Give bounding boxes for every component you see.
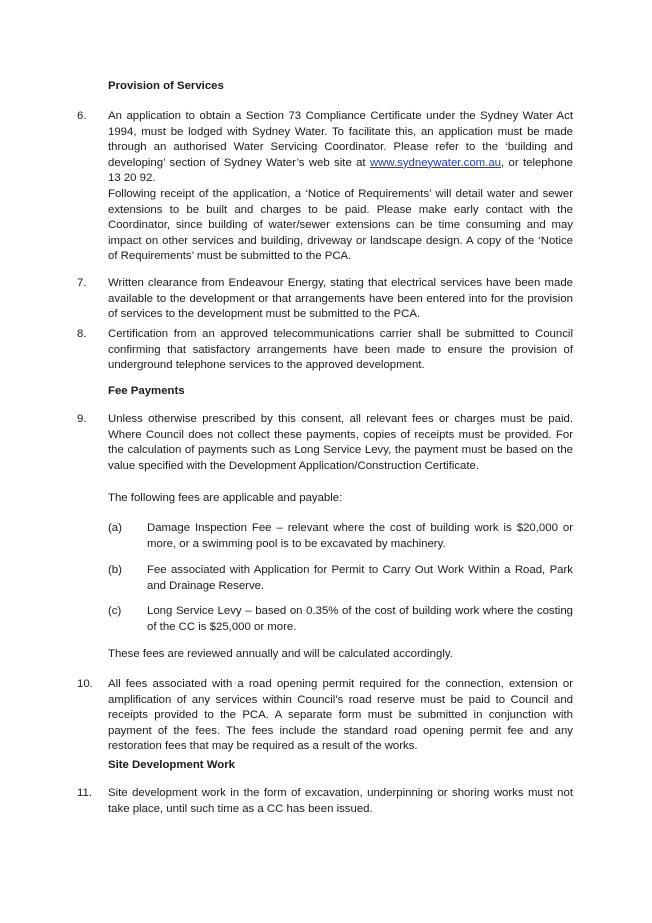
sub-item-label-a: (a) <box>108 522 122 534</box>
fees-closing: These fees are reviewed annually and will be calculated accordingly. <box>108 648 453 660</box>
sydney-water-link[interactable]: www.sydneywater.com.au <box>369 156 501 169</box>
item-6-text-after-link: , or telephone 13 20 92. <box>108 156 573 185</box>
item-number-6: 6. <box>77 110 87 122</box>
sub-item-label-b: (b) <box>108 564 122 576</box>
sub-item-b: Fee associated with Application for Permit to Carry Out Work Within a Road, Park and Drainage Reserve. <box>147 564 573 592</box>
item-6-text-before-link: An application to obtain a Section 73 Compliance Certificate under the Sydney Water Act 1994, must be lodged with Sydney Water. To facilitate this, an application must be made through an authorised Water Servicing Coordinator. Please refer to the ‘building and developing’ section of Sydney Water’s web site at <box>108 110 573 169</box>
heading-site-development-work: Site Development Work <box>108 759 236 771</box>
heading-provision-of-services: Provision of Services <box>108 80 224 92</box>
item-number-9: 9. <box>77 413 87 425</box>
item-10-paragraph: All fees associated with a road opening permit required for the connection, extension or amplification of any services within Council’s road reserve must be paid to Council and receipts provided to the PCA. A separate form must be submitted in conjunction with payment of the fees. The fees include the standard road opening permit fee and any restoration fees that may be required as a result of the works. <box>108 678 573 753</box>
item-number-7: 7. <box>77 277 87 289</box>
sub-item-a: Damage Inspection Fee – relevant where the cost of building work is $20,000 or more, or a swimming pool is to be excavated by machinery. <box>147 522 573 550</box>
sub-item-c: Long Service Levy – based on 0.35% of the cost of building work where the costing of the CC is $25,000 or more. <box>147 605 573 633</box>
item-9-paragraph: Unless otherwise prescribed by this consent, all relevant fees or charges must be paid. Where Council does not collect these payments, copies of receipts must be provided. For the calculation of payments such as Long Service Levy, the payment must be based on the value specified with the Development Application/Construction Certificate. <box>108 413 573 472</box>
item-6-paragraph-2: Following receipt of the application, a ‘Notice of Requirements’ will detail water and sewer extensions to be built and charges to be paid. Please make early contact with the Coordinator, since building of water/sewer extensions can be time consuming and may impact on other services and building, driveway or landscape design. A copy of the ‘Notice of Requirements’ must be submitted to the PCA. <box>108 188 573 263</box>
item-number-10: 10. <box>77 678 93 690</box>
item-number-8: 8. <box>77 328 87 340</box>
fees-intro: The following fees are applicable and payable: <box>108 492 343 504</box>
item-6-paragraph <box>108 109 573 187</box>
heading-fee-payments: Fee Payments <box>108 385 185 397</box>
item-7-paragraph: Written clearance from Endeavour Energy, stating that electrical services have been made available to the development or that arrangements have been entered into for the provision of services to the development must be submitted to the PCA. <box>108 277 573 321</box>
item-8-paragraph: Certification from an approved telecommunications carrier shall be submitted to Council confirming that satisfactory arrangements have been made to ensure the provision of underground telephone services to the approved development. <box>108 328 573 372</box>
sub-item-label-c: (c) <box>108 605 122 617</box>
item-11-paragraph: Site development work in the form of excavation, underpinning or shoring works must not take place, until such time as a CC has been issued. <box>108 787 573 815</box>
item-number-11: 11. <box>77 787 92 799</box>
